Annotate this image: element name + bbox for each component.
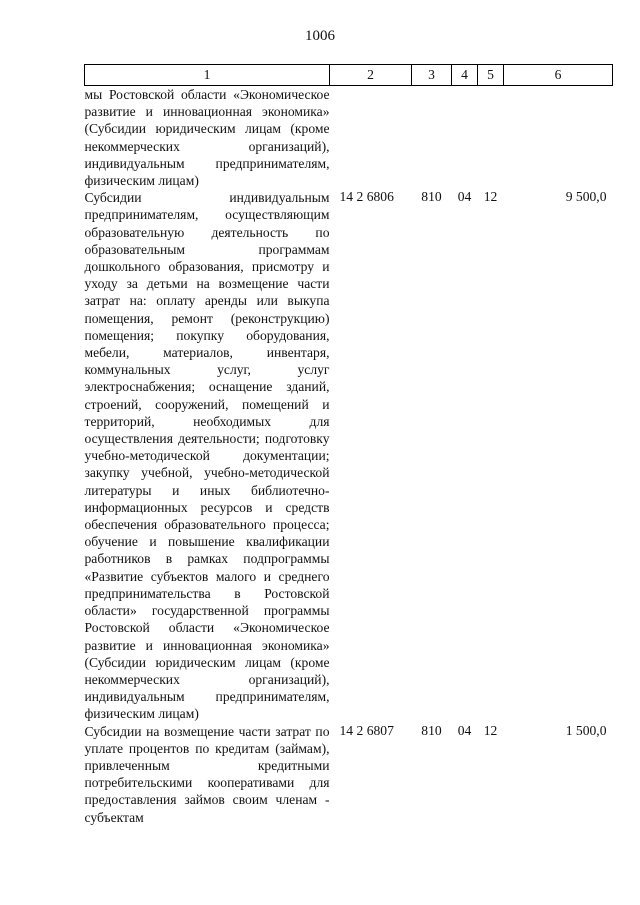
- row-rz: 04: [457, 722, 472, 738]
- row-code: 14 2 6806: [339, 189, 394, 205]
- column-header-1: 1: [85, 65, 330, 86]
- budget-table: [84, 64, 613, 826]
- row-amount: [504, 86, 613, 190]
- row-pr: 12: [483, 722, 498, 738]
- row-description: Субсидии индивидуальным предпринимателям, осуществляющим образовательную деятельность по образовательным программам дошкольного образования, присмотру и уходу за детьми на возмещение части затрат на: оплату аренды или выкупа помещения, ремонт (реконструкцию) помещения; покупку оборудования, мебели, материалов, инвентаря, коммунальных услуг, услуг электроснабжения; оснащение зданий, строений, сооружений, помещений и территорий, необходимых для осуществления деятельности; подготовку учебно-методической документации; закупку учебной, учебно-методической литературы и иных библиотечно-информационных ресурсов и средств обеспечения образовательного процесса; обучение и повышение квалификации работников в рамках подпрограммы «Развитие субъектов малого и среднего предпринимательства в Ростовской области» государственной программы Ростовской области «Экономическое развитие и инновационная экономика» (Субсидии юридическим лицам (кроме некоммерческих организаций), индивидуальным предпринимателям, физическим лицам): [84, 190, 330, 722]
- table-row: [85, 189, 613, 722]
- column-header-6: 6: [504, 65, 613, 86]
- row-description: Субсидии на возмещение части затрат по уплате процентов по кредитам (займам), привлеченным кредитными потребительскими кооперативами для предоставления займов своим членам - субъектам: [84, 723, 330, 825]
- table-header-row: [85, 65, 613, 86]
- row-amount: 1 500,0: [565, 722, 607, 738]
- row-vr: 810: [421, 722, 442, 738]
- column-header-2: 2: [330, 65, 412, 86]
- row-rz: 04: [457, 189, 472, 205]
- row-description: мы Ростовской области «Экономическое развитие и инновационная экономика» (Субсидии юридическим лицам (кроме некоммерческих организаций), индивидуальным предпринимателям, физическим лицам): [84, 87, 330, 189]
- column-header-4: 4: [452, 65, 478, 86]
- row-vr: [412, 86, 452, 190]
- row-pr: [478, 86, 504, 190]
- column-header-5: 5: [478, 65, 504, 86]
- row-amount: 9 500,0: [565, 189, 607, 205]
- table-row: [85, 723, 613, 826]
- page-number: 1006: [305, 28, 335, 44]
- column-header-3: 3: [412, 65, 452, 86]
- row-vr: 810: [421, 189, 442, 205]
- row-code: 14 2 6807: [339, 722, 394, 738]
- row-pr: 12: [483, 189, 498, 205]
- table-row: [85, 86, 613, 190]
- row-code: [330, 86, 412, 190]
- row-rz: [452, 86, 478, 190]
